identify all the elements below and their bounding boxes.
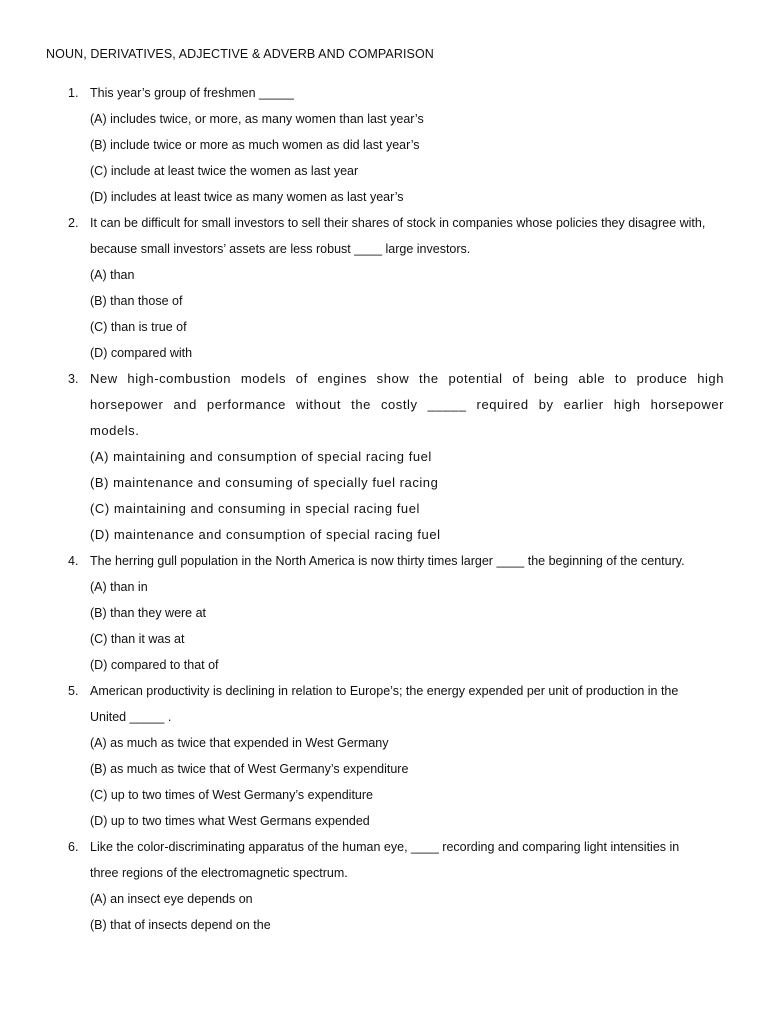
question-stem-line: because small investors’ assets are less robust ____ large investors. [90,242,471,256]
question-number: 4. [68,554,79,568]
option-b: (B) include twice or more as much women as did last year’s [90,138,420,152]
question-stem-line: horsepower and performance without the costly _____ required by earlier high horsepower [90,397,724,412]
document-title: NOUN, DERIVATIVES, ADJECTIVE & ADVERB AND COMPARISON [46,47,434,61]
question-6 [0,834,768,938]
option-c: (C) than it was at [90,632,185,646]
question-stem-line: three regions of the electromagnetic spectrum. [90,866,348,880]
question-stem-line: Like the color-discriminating apparatus of the human eye, ____ recording and comparing light intensities in [90,840,680,854]
option-a: (A) an insect eye depends on [90,892,253,906]
question-stem-line: New high-combustion models of engines show the potential of being able to produce high [90,371,724,386]
question-4 [0,548,768,678]
question-number: 3. [68,372,79,386]
option-c: (C) than is true of [90,320,187,334]
question-3 [0,366,768,548]
option-c: (C) maintaining and consuming in special racing fuel [90,501,420,516]
option-d: (D) compared with [90,346,193,360]
option-a: (A) includes twice, or more, as many women than last year’s [90,112,424,126]
option-a: (A) as much as twice that expended in West Germany [90,736,389,750]
question-1 [0,80,768,210]
option-d: (D) includes at least twice as many women as last year’s [90,190,404,204]
option-c: (C) include at least twice the women as last year [90,164,359,178]
question-stem-line: The herring gull population in the North America is now thirty times larger ____ the beginning of the century. [90,554,685,568]
option-a: (A) maintaining and consumption of special racing fuel [90,449,432,464]
option-d: (D) maintenance and consumption of special racing fuel [90,527,441,542]
question-2 [0,210,768,366]
question-number: 6. [68,840,79,854]
option-b: (B) maintenance and consuming of specially fuel racing [90,475,439,490]
question-number: 2. [68,216,79,230]
question-stem-line: models. [90,423,140,438]
option-d: (D) up to two times what West Germans expended [90,814,370,828]
option-b: (B) than they were at [90,606,207,620]
option-b: (B) that of insects depend on the [90,918,271,932]
question-stem-line: American productivity is declining in relation to Europe’s; the energy expended per unit of production in the [90,684,679,698]
option-c: (C) up to two times of West Germany’s expenditure [90,788,373,802]
option-a: (A) than in [90,580,148,594]
question-5 [0,678,768,834]
option-d: (D) compared to that of [90,658,219,672]
option-a: (A) than [90,268,135,282]
option-b: (B) than those of [90,294,183,308]
question-list [0,80,768,938]
question-stem-line: United _____ . [90,710,172,724]
question-stem-line: It can be difficult for small investors to sell their shares of stock in companies whose policies they disagree with, [90,216,706,230]
question-number: 5. [68,684,79,698]
option-b: (B) as much as twice that of West Germany’s expenditure [90,762,409,776]
question-number: 1. [68,86,79,100]
question-stem-line: This year’s group of freshmen _____ [90,86,294,100]
